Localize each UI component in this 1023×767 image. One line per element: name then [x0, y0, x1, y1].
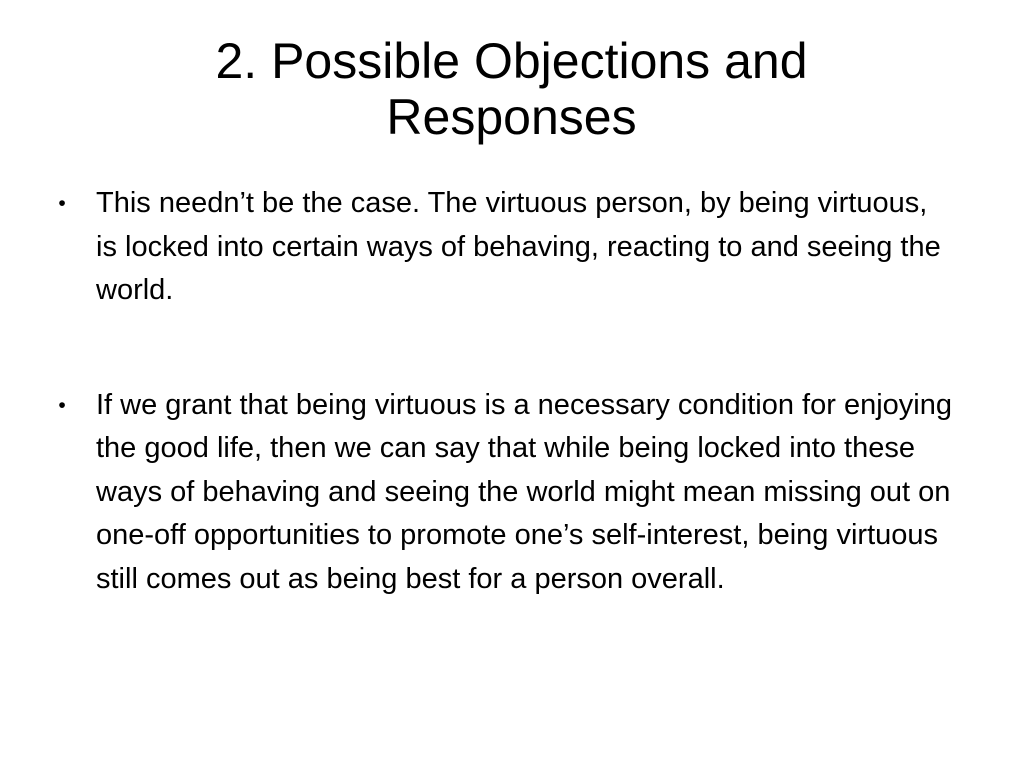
bullet-item-2	[55, 384, 955, 602]
bullet-text-1: This needn’t be the case. The virtuous person, by being virtuous, is locked into certain ways of behaving, reacting to and seeing the world.	[96, 187, 941, 306]
bullet-dot-icon: •	[58, 393, 66, 417]
slide-title-line-2: Responses	[386, 89, 637, 145]
bullet-list	[55, 182, 955, 601]
bullet-dot-icon: •	[58, 192, 66, 215]
slide-title-line-1: 2. Possible Objections and	[215, 33, 808, 89]
bullet-text-2: If we grant that being virtuous is a necessary condition for enjoying the good life, then we can say that while being locked into these ways of behaving and seeing the world might mean missing out on one-off opportunities to promote one’s self-interest, being virtuous still comes out as being best for a person overall.	[96, 388, 952, 595]
slide-title	[0, 33, 1023, 145]
bullet-item-1	[55, 182, 955, 313]
